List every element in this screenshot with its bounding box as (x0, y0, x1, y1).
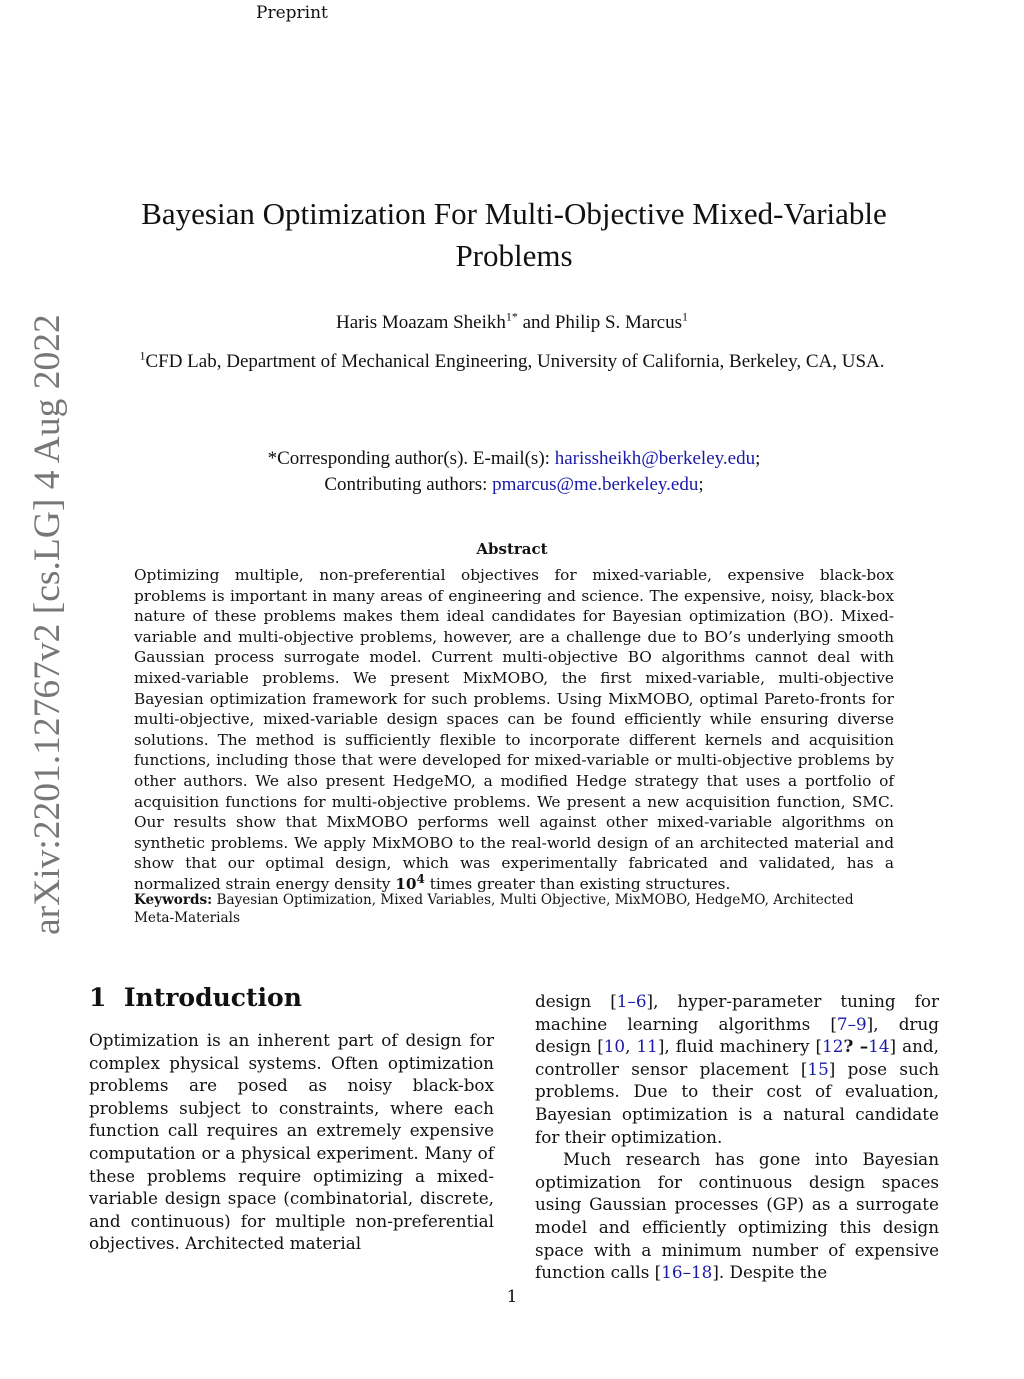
text: ]. Despite the (712, 1262, 828, 1283)
intro-left-column (89, 1029, 494, 1255)
arxiv-stamp[interactable]: arXiv:2201.12767v2 [cs.LG] 4 Aug 2022 (27, 314, 68, 935)
intro-right-column (535, 990, 939, 1284)
affiliation-mark: 1 (139, 348, 146, 363)
contributing-email-link[interactable]: pmarcus@me.berkeley.edu (492, 474, 699, 495)
author-affiliation-mark: 1* (505, 309, 518, 324)
citation-link[interactable]: 11 (636, 1036, 658, 1057)
paper-title: Bayesian Optimization For Multi-Objective Mixed-Variable Problems (141, 196, 887, 273)
citation-link[interactable]: 1–6 (616, 991, 647, 1011)
affiliation-text: CFD Lab, Department of Mechanical Engineering, University of California, Berkeley, CA, USA. (145, 351, 885, 372)
text: design [ (535, 991, 617, 1011)
keywords-text: Bayesian Optimization, Mixed Variables, Multi Objective, MixMOBO, HedgeMO, Architected Meta-Materials (134, 892, 854, 926)
text: Much research has gone into Bayesian optimization for continuous design spaces using Gaussian processes (GP) as a surrogate model and efficiently optimizing this design space with a minimum number of expensive function calls [ (535, 1149, 939, 1283)
abstract-body (134, 565, 894, 895)
section-heading (89, 983, 302, 1012)
corresponding-label: *Corresponding author(s). E-mail(s): (267, 448, 555, 469)
text: , (625, 1036, 637, 1057)
separator: ; (698, 474, 704, 495)
keywords-label: Keywords: (134, 892, 213, 908)
text: ], drug design [ (535, 1013, 940, 1057)
text: ] pose such problems. Due to their cost of evaluation, Bayesian optimization is a natural candidate for their optimization. (535, 1058, 940, 1147)
abstract-text: Optimizing multiple, non-preferential objectives for mixed-variable, expensive black-box problems is important in many areas of engineering and science. The expensive, noisy, black-box nature of these problems makes them ideal candidates for Bayesian optimization (BO). Mixed-variable and multi-objective problems, however, are a challenge due to BO’s underlying smooth Gaussian process surrogate model. Current multi-objective BO algorithms cannot deal with mixed-variable problems. We present MixMOBO, the first mixed-variable, multi-objective Bayesian optimization framework for such problems. Using MixMOBO, optimal Pareto-fronts for multi-objective, mixed-variable design spaces can be found efficiently while ensuring diverse solutions. The method is sufficiently flexible to incorporate different kernels and acquisition functions, including those that were developed for mixed-variable or multi-objective problems by other authors. We also present HedgeMO, a modified Hedge strategy that uses a portfolio of acquisition functions for multi-objective problems. We present a new acquisition function, SMC. Our results show that MixMOBO performs well against other mixed-variable algorithms on synthetic problems. We apply MixMOBO to the real-world design of an architected material and show that our optimal design, which was experimentally fabricated and validated, has a normalized strain energy density (134, 566, 894, 893)
paragraph (535, 1148, 939, 1284)
citation-link[interactable]: 16–18 (661, 1262, 713, 1283)
affiliation (120, 349, 904, 375)
unresolved-citation: ? – (843, 1036, 869, 1057)
contributing-line (100, 472, 928, 498)
citation-link[interactable]: 10 (603, 1036, 626, 1057)
math-base: 10 (395, 874, 417, 893)
section-title: Introduction (123, 983, 302, 1012)
paragraph (535, 990, 939, 1148)
page-number: 1 (506, 1287, 518, 1307)
running-header: Preprint (256, 3, 328, 23)
contributing-label: Contributing authors: (324, 474, 493, 495)
separator: ; (755, 448, 761, 469)
author-name: Philip S. Marcus (554, 312, 683, 333)
paragraph: Optimization is an inherent part of design for complex physical systems. Often optimization problems are posed as noisy black-box problems subject to constraints, where each function call requires an extremely expensive computation or a physical experiment. Many of these problems require optimizing a mixed-variable design space (combinatorial, discrete, and continuous) for multiple non-preferential objectives. Architected material (89, 1030, 494, 1254)
math-exponent: 4 (416, 871, 425, 886)
author-line (0, 309, 1024, 334)
citation-link[interactable]: 7–9 (836, 1013, 867, 1034)
corresponding-line (100, 446, 928, 472)
corresponding-email-link[interactable]: harissheikh@berkeley.edu (554, 448, 756, 469)
author-affiliation-mark: 1 (682, 309, 689, 324)
citation-link[interactable]: 14 (868, 1036, 890, 1057)
author-conjunction: and (517, 312, 555, 333)
text: ], fluid machinery [ (657, 1036, 823, 1057)
section-number: 1 (89, 983, 107, 1012)
text: ], hyper-parameter tuning for machine learning algorithms [ (535, 991, 939, 1034)
text: ] and, controller sensor placement [ (535, 1036, 939, 1079)
citation-link[interactable]: 15 (807, 1058, 829, 1079)
citation-link[interactable]: 12 (822, 1036, 844, 1057)
abstract-text-end: times greater than existing structures. (424, 874, 731, 893)
author-name: Haris Moazam Sheikh (335, 312, 506, 333)
contact-block (100, 446, 928, 498)
keywords (134, 891, 894, 927)
abstract-heading: Abstract (476, 540, 548, 558)
